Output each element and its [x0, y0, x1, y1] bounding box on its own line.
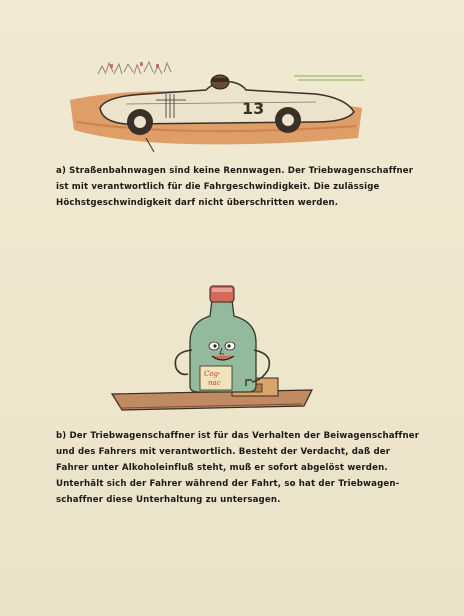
race-car-number: 13 [242, 99, 265, 118]
caption-b-line: Fahrer unter Alkoholeinfluß steht, muß er sofort abgelöst werden. [56, 463, 388, 473]
caption-b-line: schaffner diese Unterhaltung zu untersagen. [56, 495, 281, 505]
caption-b [56, 428, 418, 508]
caption-a-line: ist mit verantwortlich für die Fahrgeschwindigkeit. Die zulässige [56, 182, 380, 192]
cognac-bottle-illustration [106, 280, 322, 416]
caption-b-line: b) Der Triebwagenschaffner ist für das Verhalten der Beiwagenschaffner [56, 431, 420, 441]
caption-b-line: Unterhält sich der Fahrer während der Fahrt, so hat der Triebwagen- [56, 479, 400, 489]
caption-a [56, 163, 416, 211]
caption-a-line: Höchstgeschwindigkeit darf nicht überschritten werden. [56, 198, 339, 208]
cognac-label-line1: Cog- [204, 370, 221, 378]
caption-b-line: und des Fahrers mit verantwortlich. Besteht der Verdacht, daß der [56, 447, 391, 457]
cognac-label-line2: nac [208, 379, 221, 387]
race-car-illustration [66, 52, 366, 157]
caption-a-line: a) Straßenbahnwagen sind keine Rennwagen. Der Triebwagenschaffner [56, 166, 414, 176]
